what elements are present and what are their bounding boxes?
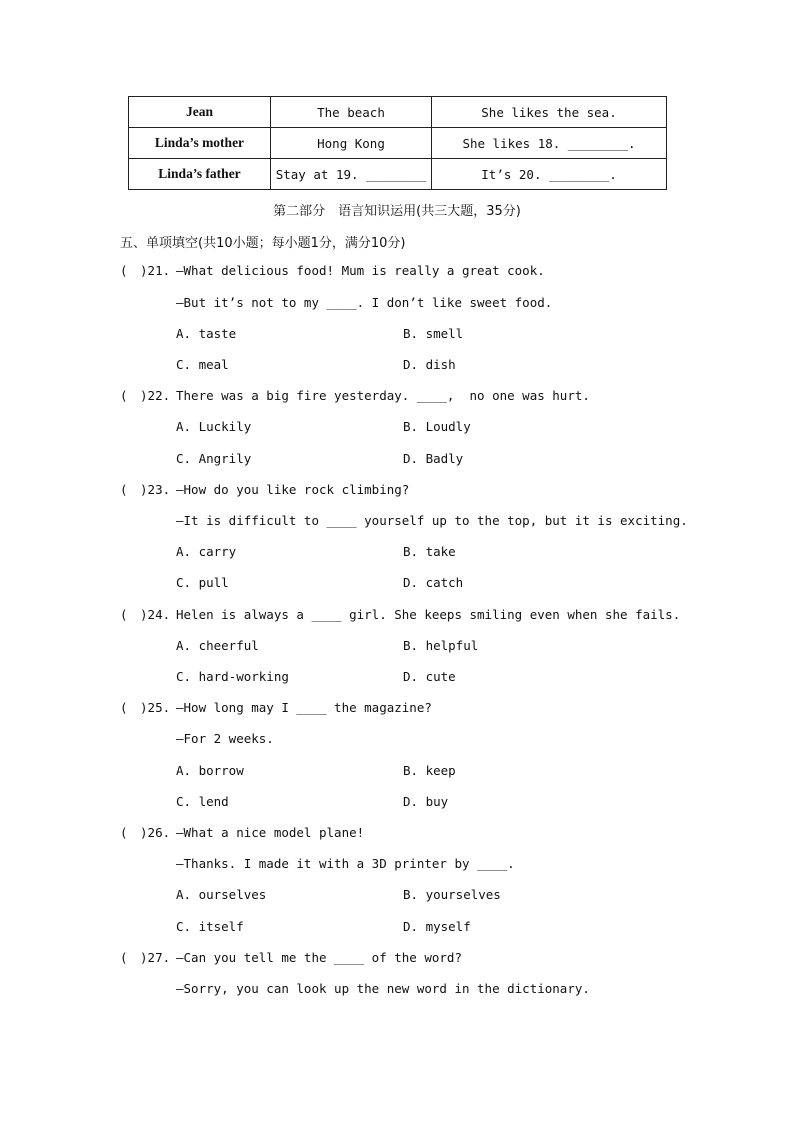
question-number: ( )27. bbox=[120, 950, 171, 965]
option-d: D. dish bbox=[403, 357, 456, 372]
question-stem: —Sorry, you can look up the new word in the dictionary. bbox=[176, 981, 590, 996]
option-b: B. keep bbox=[403, 763, 456, 778]
question-stem: There was a big fire yesterday. ____, no one was hurt. bbox=[176, 388, 590, 403]
table-cell-reason: She likes 18. ________. bbox=[432, 128, 667, 159]
table-row bbox=[129, 159, 667, 190]
option-a: A. cheerful bbox=[176, 638, 259, 653]
question-stem: —How long may I ____ the magazine? bbox=[176, 700, 432, 715]
question-stem: —What a nice model plane! bbox=[176, 825, 365, 840]
option-d: D. cute bbox=[403, 669, 456, 684]
question-number: ( )23. bbox=[120, 482, 171, 497]
option-b: B. smell bbox=[403, 326, 464, 341]
option-d: D. Badly bbox=[403, 451, 464, 466]
option-a: A. carry bbox=[176, 544, 237, 559]
question-number: ( )22. bbox=[120, 388, 171, 403]
table-cell-name: Linda’s mother bbox=[129, 128, 271, 159]
option-d: D. buy bbox=[403, 794, 449, 809]
question-stem: —Thanks. I made it with a 3D printer by ____. bbox=[176, 856, 515, 871]
option-c: C. lend bbox=[176, 794, 229, 809]
option-c: C. Angrily bbox=[176, 451, 252, 466]
question-stem: —How do you like rock climbing? bbox=[176, 482, 410, 497]
section-title: 五、单项填空(共10小题；每小题1分，满分10分) bbox=[120, 236, 406, 251]
part-title: 第二部分 语言知识运用(共三大题，35分) bbox=[273, 204, 521, 219]
table-cell-name: Linda’s father bbox=[129, 159, 271, 190]
question-stem: —It is difficult to ____ yourself up to the top, but it is exciting. bbox=[176, 513, 688, 528]
option-c: C. itself bbox=[176, 919, 244, 934]
table-row bbox=[129, 128, 667, 159]
question-stem: —For 2 weeks. bbox=[176, 731, 274, 746]
option-a: A. ourselves bbox=[176, 887, 267, 902]
option-c: C. pull bbox=[176, 575, 229, 590]
table-cell-reason: It’s 20. ________. bbox=[432, 159, 667, 190]
question-number: ( )24. bbox=[120, 607, 171, 622]
question-number: ( )26. bbox=[120, 825, 171, 840]
option-a: A. Luckily bbox=[176, 419, 252, 434]
option-d: D. catch bbox=[403, 575, 464, 590]
question-number: ( )21. bbox=[120, 263, 171, 278]
option-d: D. myself bbox=[403, 919, 471, 934]
option-b: B. take bbox=[403, 544, 456, 559]
option-b: B. helpful bbox=[403, 638, 479, 653]
question-stem: —But it’s not to my ____. I don’t like sweet food. bbox=[176, 295, 553, 310]
table-row bbox=[129, 97, 667, 128]
info-table bbox=[128, 96, 667, 190]
table-cell-place: The beach bbox=[271, 97, 432, 128]
table-cell-place: Hong Kong bbox=[271, 128, 432, 159]
option-a: A. taste bbox=[176, 326, 237, 341]
option-c: C. meal bbox=[176, 357, 229, 372]
option-b: B. Loudly bbox=[403, 419, 471, 434]
question-stem: Helen is always a ____ girl. She keeps smiling even when she fails. bbox=[176, 607, 681, 622]
table-cell-reason: She likes the sea. bbox=[432, 97, 667, 128]
question-number: ( )25. bbox=[120, 700, 171, 715]
option-b: B. yourselves bbox=[403, 887, 501, 902]
question-stem: —What delicious food! Mum is really a great cook. bbox=[176, 263, 545, 278]
question-stem: —Can you tell me the ____ of the word? bbox=[176, 950, 462, 965]
option-a: A. borrow bbox=[176, 763, 244, 778]
option-c: C. hard-working bbox=[176, 669, 289, 684]
table-cell-name: Jean bbox=[129, 97, 271, 128]
table-cell-place: Stay at 19. ________ bbox=[271, 159, 432, 190]
